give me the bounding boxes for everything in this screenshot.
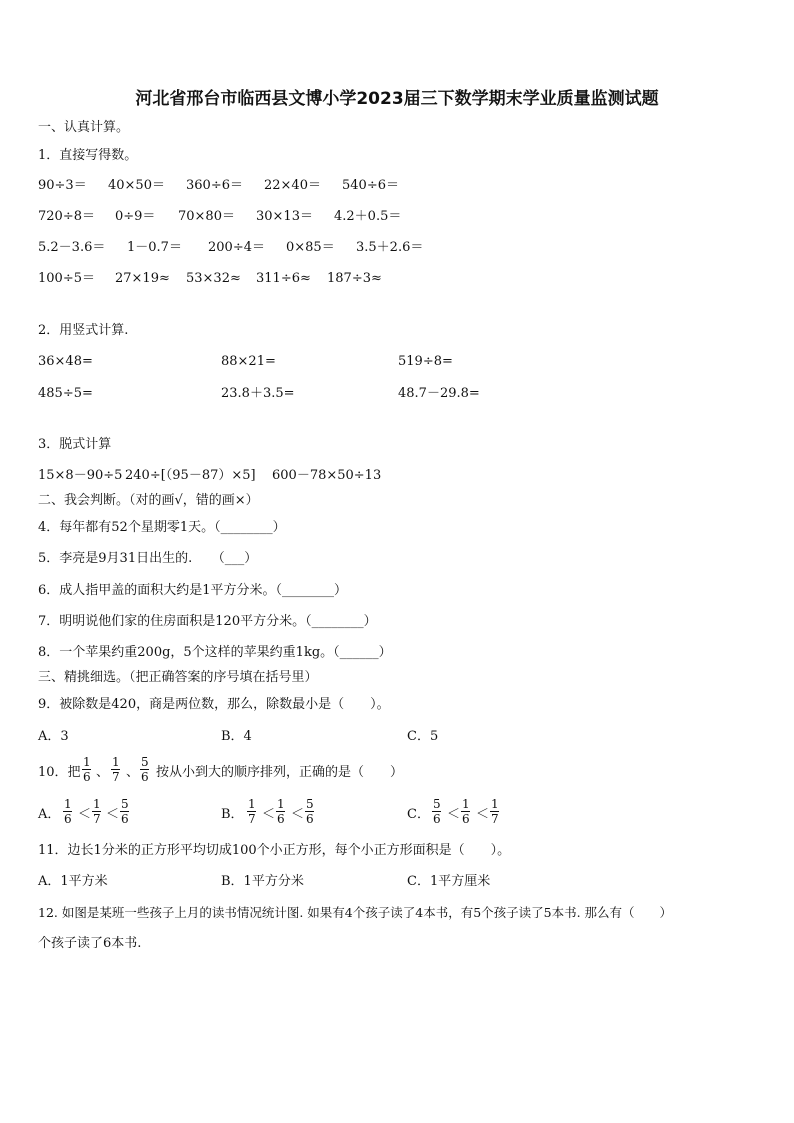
fraction-numerator: 5: [141, 755, 149, 769]
calc-item: 27×19≈: [115, 271, 170, 286]
q10-suffix: 按从小到大的顺序排列，正确的是（ ）: [156, 765, 404, 780]
vertical-calc-item: 23.8＋3.5=: [221, 386, 295, 401]
fraction-numerator: 1: [112, 755, 120, 769]
fraction-numerator: 1: [64, 797, 72, 811]
fraction-numerator: 5: [121, 797, 129, 811]
q9-option-b: B．4: [221, 729, 252, 744]
q11-option-c: C．1平方厘米: [407, 874, 491, 889]
fraction-denominator: 6: [277, 812, 285, 826]
stepwise-item: 240÷[（95－87）×5]: [125, 468, 256, 483]
calc-item: 70×80＝: [178, 209, 235, 224]
q10-fraction: [82, 755, 92, 784]
fraction-denominator: 7: [112, 770, 120, 784]
q10-option-fraction: [461, 797, 471, 826]
calc-item: 311÷6≈: [256, 271, 311, 286]
calc-item: 1－0.7＝: [127, 240, 182, 255]
calc-item: 540÷6＝: [342, 178, 399, 193]
calc-item: 200÷4＝: [208, 240, 265, 255]
calc-item: 5.2－3.6＝: [38, 240, 106, 255]
q10-sep: 、: [126, 765, 140, 780]
calc-item: 53×32≈: [186, 271, 241, 286]
section-1-heading: 一、认真计算。: [38, 120, 130, 135]
q1-label: 1．直接写得数。: [38, 148, 138, 163]
q10-option-fraction: [490, 797, 500, 826]
less-than-sign: ＜: [476, 807, 490, 822]
fraction-denominator: 6: [121, 812, 129, 826]
fraction-numerator: 5: [306, 797, 314, 811]
less-than-sign: ＜: [78, 807, 92, 822]
section-3-heading: 三、精挑细选。（把正确答案的序号填在括号里）: [38, 670, 318, 685]
calc-item: 30×13＝: [256, 209, 313, 224]
q10-option-fraction: [247, 797, 257, 826]
fraction-numerator: 5: [433, 797, 441, 811]
calc-item: 0÷9＝: [115, 209, 156, 224]
fraction-numerator: 1: [277, 797, 285, 811]
stepwise-item: 600－78×50÷13: [272, 468, 382, 483]
fraction-denominator: 7: [491, 812, 499, 826]
q9-option-c: C．5: [407, 729, 439, 744]
q2-label: 2．用竖式计算.: [38, 323, 129, 338]
fraction-numerator: 1: [83, 755, 91, 769]
q11-option-b: B．1平方分米: [221, 874, 304, 889]
q10-fraction: [111, 755, 121, 784]
fraction-denominator: 6: [462, 812, 470, 826]
page-title: 河北省邢台市临西县文博小学2023届三下数学期末学业质量监测试题: [135, 89, 659, 109]
fraction-denominator: 7: [93, 812, 101, 826]
judge-item: 8．一个苹果约重200g，5个这样的苹果约重1kg。（______）: [38, 645, 392, 660]
calc-item: 40×50＝: [108, 178, 165, 193]
q10-option-b-label: B．: [221, 807, 244, 822]
section-2-heading: 二、我会判断。（对的画√，错的画×）: [38, 493, 259, 508]
less-than-sign: ＜: [262, 807, 276, 822]
stepwise-item: 15×8－90÷5: [38, 468, 123, 483]
calc-item: 22×40＝: [264, 178, 321, 193]
vertical-calc-item: 48.7－29.8=: [398, 386, 480, 401]
fraction-numerator: 1: [93, 797, 101, 811]
less-than-sign: ＜: [291, 807, 305, 822]
fraction-denominator: 6: [141, 770, 149, 784]
fraction-denominator: 6: [83, 770, 91, 784]
calc-item: 0×85＝: [286, 240, 335, 255]
q10-option-fraction: [63, 797, 73, 826]
calc-item: 187÷3≈: [327, 271, 382, 286]
q10-option-fraction: [432, 797, 442, 826]
fraction-denominator: 7: [248, 812, 256, 826]
calc-item: 90÷3＝: [38, 178, 87, 193]
less-than-sign: ＜: [447, 807, 461, 822]
q12-line-2: 个孩子读了6本书.: [38, 936, 142, 951]
q10-option-fraction: [305, 797, 315, 826]
calc-item: 3.5＋2.6＝: [356, 240, 424, 255]
less-than-sign: ＜: [106, 807, 120, 822]
q12-line-1: 12. 如图是某班一些孩子上月的读书情况统计图. 如果有4个孩子读了4本书，有5个孩子读了5本书. 那么有（ ）: [38, 905, 673, 920]
fraction-denominator: 6: [64, 812, 72, 826]
q10-option-a-label: A．: [38, 807, 61, 822]
judge-item: 7．明明说他们家的住房面积是120平方分米。（________）: [38, 614, 377, 629]
q11-option-a: A．1平方米: [38, 874, 108, 889]
calc-item: 360÷6＝: [186, 178, 243, 193]
vertical-calc-item: 485÷5=: [38, 386, 93, 401]
q9-option-a: A．3: [38, 729, 69, 744]
fraction-numerator: 1: [462, 797, 470, 811]
vertical-calc-item: 519÷8=: [398, 354, 453, 369]
q3-label: 3．脱式计算: [38, 437, 112, 452]
q10-option-fraction: [120, 797, 130, 826]
fraction-numerator: 1: [491, 797, 499, 811]
q10-fraction: [140, 755, 150, 784]
vertical-calc-item: 88×21=: [221, 354, 276, 369]
fraction-denominator: 6: [433, 812, 441, 826]
q10-option-fraction: [92, 797, 102, 826]
calc-item: 100÷5＝: [38, 271, 95, 286]
q11-text: 11．边长1分米的正方形平均切成100个小正方形，每个小正方形面积是（ ）。: [38, 843, 511, 858]
calc-item: 720÷8＝: [38, 209, 95, 224]
q10-prefix: 10．把: [38, 765, 81, 780]
judge-item: 5．李亮是9月31日出生的. （___）: [38, 551, 258, 566]
fraction-denominator: 6: [306, 812, 314, 826]
calc-item: 4.2＋0.5＝: [334, 209, 402, 224]
judge-item: 6．成人指甲盖的面积大约是1平方分米。（________）: [38, 583, 348, 598]
q10-option-fraction: [276, 797, 286, 826]
q9-text: 9．被除数是420，商是两位数，那么，除数最小是（ ）。: [38, 697, 390, 712]
fraction-numerator: 1: [248, 797, 256, 811]
vertical-calc-item: 36×48=: [38, 354, 93, 369]
q10-sep: 、: [96, 765, 110, 780]
q10-option-c-label: C．: [407, 807, 430, 822]
judge-item: 4．每年都有52个星期零1天。（________）: [38, 520, 286, 535]
